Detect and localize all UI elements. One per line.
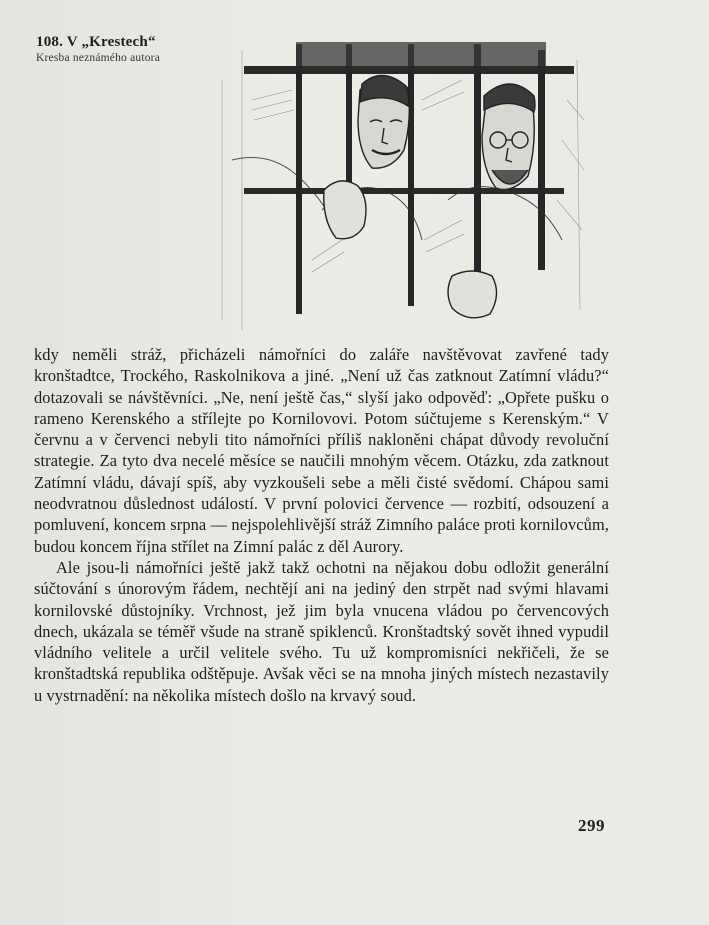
figure-caption	[36, 34, 160, 64]
figure-caption-title: 108. V „Krestech“	[36, 34, 156, 50]
page-number: 299	[578, 816, 605, 835]
paragraph: kdy neměli stráž, přicházeli námořníci do zaláře navštěvovat zavřené tady kronštadtce, Trockého, Raskolnikova a jiné. „Není už čas zatknout Zatímní vládu?“ dotazovali se návštěvníci. „Ne, není ještě čas,“ slyší jako odpověď: „Opřete pušku o rameno Kerenského a střílejte po Kornilovovi. Potom súčtujeme s Kerenským.“ V červnu a v červenci nebyli tito námořníci příliš nakloněni chápat důvody revoluční strategie. Za tyto dva necelé měsíce se naučili mnohým věcem. Otázku, zda zatknout Zatímní vládu, dávají spíš, aby vyzkoušeli sebe a měli čisté svědomí. Chápou sami neodvratnou důslednost událostí. V první polovici července — rozbití, odsouzení a pomluvení, koncem srpna — nejspolehlivější stráž Zimního paláce proti kornilovcům, budou koncem října střílet na Zimní palác z děl Aurory.	[34, 345, 609, 556]
body-text	[34, 344, 609, 706]
paragraph: Ale jsou-li námořníci ještě jakž takž ochotni na nějakou dobu odložit generální súčtování s únorovým řádem, nechtějí ani na jediný den strpět nad svými hlavami kornilovské důstojníky. Vrchnost, jež jim byla vnucena vládou po červencových dnech, ukázala se téměř všude na straně spiklenců. Kronštadtský sovět ihned vypudil vládního velitele a určil velitele svého. Tu už kompromisníci nekřičeli, že se kronštadtská republika odštěpuje. Avšak věci se na mnoha jiných místech nezastavily u vystrnadění: na několika místech došlo na krvavý soud.	[34, 557, 609, 705]
figure-caption-subtitle: Kresba neznámého autora	[36, 52, 161, 64]
prison-bars-drawing-icon	[212, 40, 592, 338]
